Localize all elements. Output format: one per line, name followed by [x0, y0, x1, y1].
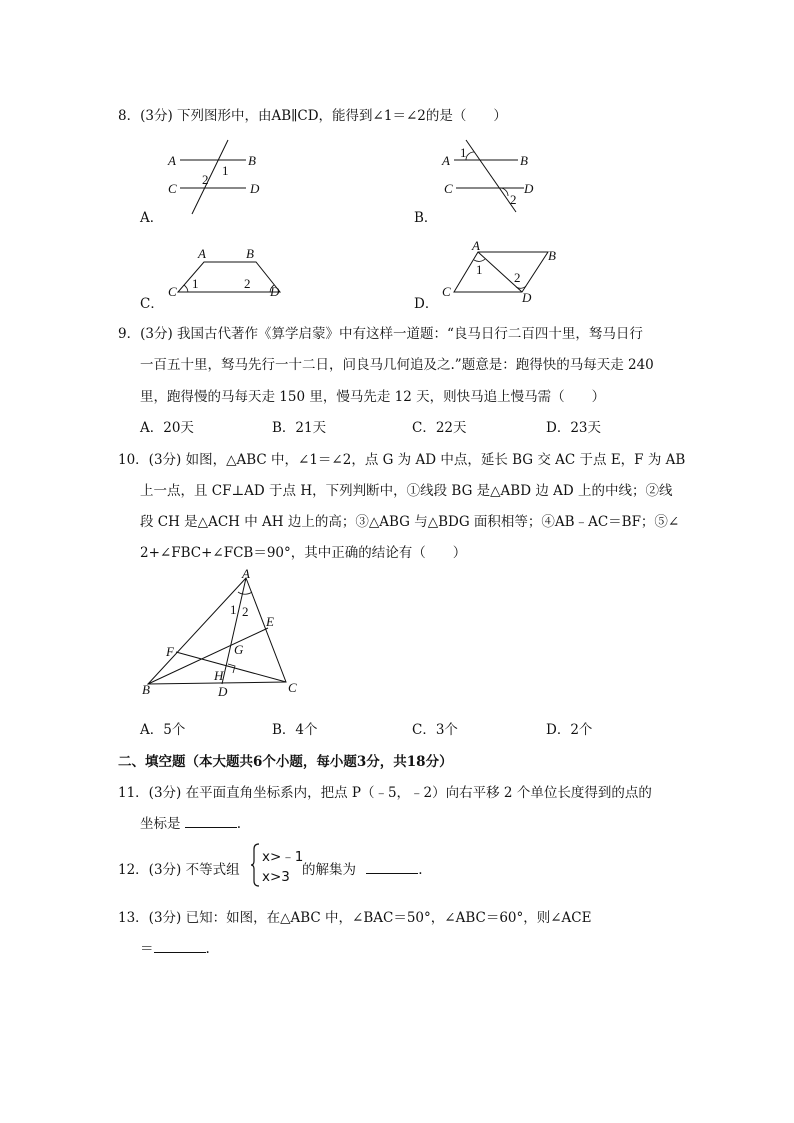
q8c-label-c: C	[168, 284, 177, 299]
q10-label-b: B	[142, 682, 150, 697]
q8-option-b: B．	[414, 210, 438, 226]
q8d-label-b: B	[548, 248, 556, 263]
q8-option-a: A．	[140, 210, 164, 226]
q8b-label-b: B	[520, 153, 528, 168]
q10-line-4: 2+∠FBC+∠FCB＝90°，其中正确的结论有（ ）	[140, 545, 467, 561]
q9-option-c: C．22天	[412, 420, 467, 436]
q8c-angle-2: 2	[244, 276, 251, 291]
q8a-angle-2: 2	[202, 172, 209, 187]
q9-option-b: B．21天	[272, 420, 327, 436]
q12-prefix: 12．(3分) 不等式组	[118, 862, 240, 878]
q9-line-1: 9．(3分) 我国古代著作《算学启蒙》中有这样一道题：“良马日行二百四十里，驽马日行	[118, 326, 643, 342]
q13-line-2	[140, 937, 210, 957]
q10-option-a: A．5个	[140, 722, 186, 738]
q10-angle-2: 2	[242, 604, 249, 619]
q8a-label-b: B	[248, 153, 256, 168]
q10-line-3: 段 CH 是△ACH 中 AH 边上的高；③△ABG 与△BDG 面积相等；④AB﹣AC＝BF；⑤∠	[140, 514, 680, 530]
q12-answer-blank	[366, 861, 418, 874]
q10-label-f: F	[166, 644, 174, 659]
q8-figure-a	[160, 138, 300, 228]
q10-line-1: 10．(3分) 如图，△ABC 中，∠1＝∠2，点 G 为 AD 中点，延长 BG 交 AC 于点 E，F 为 AB	[118, 452, 686, 468]
q8c-angle-1: 1	[192, 276, 199, 291]
q8a-label-a: A	[168, 153, 176, 168]
q8-figure-d	[436, 238, 576, 308]
q8c-label-d: D	[270, 284, 280, 299]
q9-line-3: 里，跑得慢的马每天走 150 里，慢马先走 12 天，则快马追上慢马需（ ）	[140, 389, 606, 405]
q10-label-h: H	[214, 668, 224, 683]
q12-inequality-1: x>﹣1	[262, 849, 304, 865]
q8-option-c: C．	[140, 296, 164, 312]
q10-option-b: B．4个	[272, 722, 318, 738]
q8-figure-b	[436, 138, 576, 228]
q13-line-1: 13．(3分) 已知：如图，在△ABC 中，∠BAC＝50°，∠ABC＝60°，则∠ACE	[118, 910, 592, 926]
q9-line-2: 一百五十里，驽马先行一十二日，问良马几何追及之.”题意是：跑得快的马每天走 240	[140, 357, 654, 373]
q11-line-2-prefix: 坐标是	[140, 816, 181, 832]
q12-brace	[250, 843, 260, 887]
q12-end: .	[418, 862, 423, 878]
q10-option-c: C．3个	[412, 722, 458, 738]
q12-inequality-2: x>3	[262, 869, 290, 885]
q10-angle-1: 1	[230, 602, 237, 617]
q8b-label-c: C	[444, 181, 453, 196]
q8b-angle-2: 2	[510, 192, 517, 207]
section-2-title: 二、填空题（本大题共6个小题，每小题3分，共18分）	[118, 754, 453, 770]
q8c-label-a: A	[198, 246, 206, 261]
q8d-angle-2: 2	[514, 270, 521, 285]
q13-answer-blank	[154, 940, 206, 953]
q8c-label-b: B	[246, 246, 254, 261]
q10-label-c: C	[288, 680, 297, 695]
q8d-angle-1: 1	[476, 262, 483, 277]
q11-line-1: 11．(3分) 在平面直角坐标系内，把点 P（﹣5，﹣2）向右平移 2 个单位长度得到的点的	[118, 785, 652, 801]
q13-line-2-prefix: ＝	[140, 941, 154, 957]
q11-line-2-suffix: .	[236, 816, 242, 832]
q8-figure-c	[160, 246, 300, 306]
q10-option-d: D．2个	[546, 722, 593, 738]
q8d-label-c: C	[442, 284, 451, 299]
q9-option-d: D．23天	[546, 420, 602, 436]
q8b-label-a: A	[442, 153, 450, 168]
q8d-label-a: A	[472, 238, 480, 253]
q10-label-d: D	[218, 684, 228, 699]
q10-line-2: 上一点，且 CF⊥AD 于点 H，下列判断中，①线段 BG 是△ABD 边 AD 上的中线；②线	[140, 483, 673, 499]
q8a-angle-1: 1	[222, 163, 229, 178]
q10-label-g: G	[234, 642, 244, 657]
q11-answer-blank	[185, 815, 237, 828]
q11-line-2	[140, 812, 241, 832]
q8a-label-c: C	[168, 181, 177, 196]
q8-option-d: D．	[414, 296, 439, 312]
q8d-label-d: D	[522, 290, 532, 305]
q8a-label-d: D	[250, 181, 260, 196]
q8b-label-d: D	[524, 181, 534, 196]
q9-option-a: A．20天	[140, 420, 194, 436]
q12-suffix-text: 的解集为	[302, 862, 356, 878]
q10-triangle-figure	[138, 566, 318, 700]
q10-label-e: E	[266, 614, 274, 629]
q13-line-2-suffix: .	[205, 941, 210, 957]
q8b-angle-1: 1	[460, 145, 467, 160]
q12-suffix	[302, 858, 423, 878]
q10-label-a: A	[242, 566, 250, 581]
q8-stem: 8．(3分) 下列图形中，由AB∥CD，能得到∠1＝∠2的是（ ）	[118, 108, 507, 124]
